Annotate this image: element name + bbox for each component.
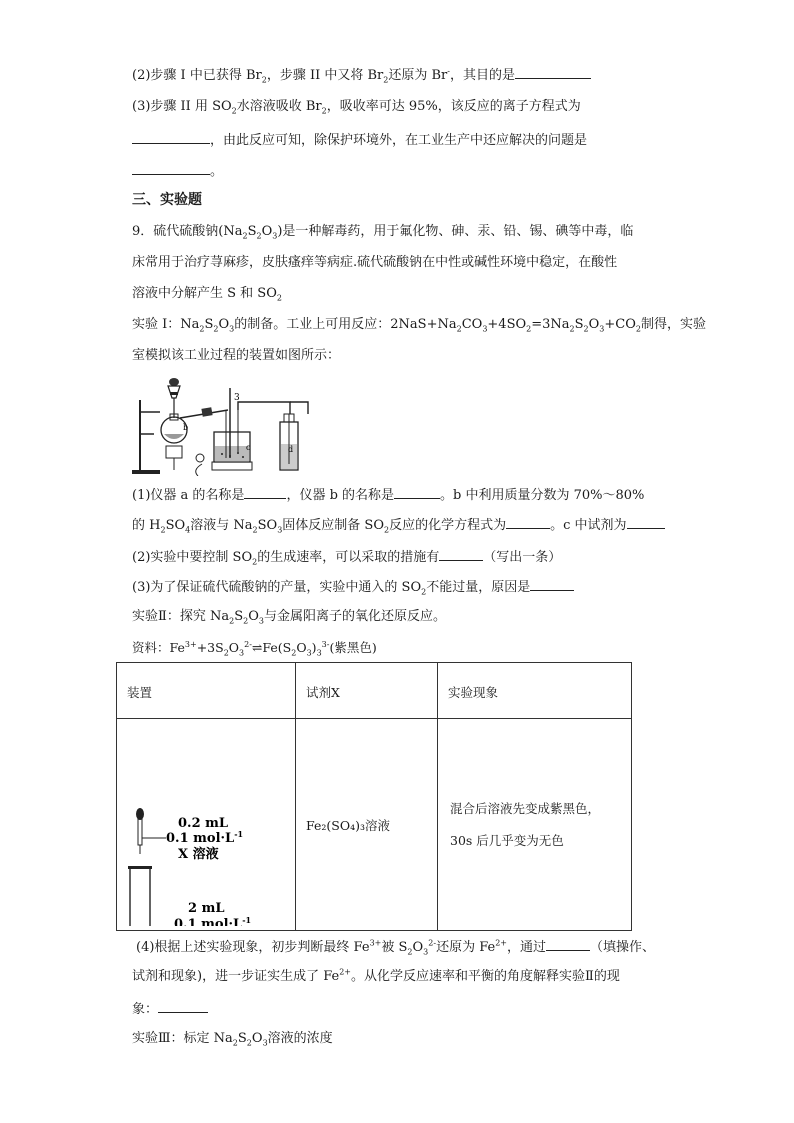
- answer-blank[interactable]: [627, 514, 665, 529]
- answer-blank[interactable]: [506, 514, 550, 529]
- answer-blank[interactable]: [394, 484, 440, 499]
- p1-line2: 的 $H_2SO_4$溶液与 $Na_2SO_3$固体反应制备 $SO_2$反应的化学方程式为 。c 中试剂为: [132, 514, 665, 536]
- exp1-line1: 实验 I：$Na_2S_2O_3$的制备。工业上可用反应：$2NaS+Na_2CO_3+4SO_2=3Na_2S_2O_3+CO_2$制得，实验: [132, 317, 706, 334]
- answer-blank[interactable]: [132, 129, 210, 144]
- q8-part3-line3: 。: [132, 160, 223, 182]
- p4-line3: 象：: [132, 998, 208, 1020]
- apparatus-cell: [117, 719, 296, 931]
- tube-volume: 2 mL: [188, 901, 225, 916]
- drop-conc: 0.1 mol·L: [166, 831, 235, 846]
- observation-line-1: 混合后溶液先变成紫黑色，: [450, 800, 601, 816]
- q8-part3-line2: ，由此反应可知，除保护环境外，在工业生产中还应解决的问题是: [132, 129, 587, 151]
- table-header-row: [117, 663, 632, 719]
- observation-cell: [438, 719, 632, 931]
- header-observation: 实验现象: [438, 663, 632, 719]
- answer-blank[interactable]: [546, 936, 590, 951]
- reference-line: 资料：$Fe^{3+}+3S_2O_3^{2-}\rightleftharpoons Fe(S_2O_3)_3^{3-}$(紫黑色): [132, 639, 377, 658]
- svg-text:0.1 mol·L-1: 0.1 $mol\cdot L^{-1}$: [166, 829, 244, 846]
- apparatus-figure: [130, 372, 320, 476]
- answer-blank[interactable]: [515, 64, 591, 79]
- tube-conc: 0.1 mol·L: [174, 917, 243, 926]
- q9-intro-line3: 溶液中分解产生 S 和 $SO_2$: [132, 286, 282, 303]
- exp2-line: 实验Ⅱ：探究 $Na_2S_2O_3$与金属阳离子的氧化还原反应。: [132, 609, 446, 626]
- answer-blank[interactable]: [244, 484, 286, 499]
- p4-line1: (4)根据上述实验现象，初步判断最终 $Fe^{3+}$被 $S_2O_3^{2-}$还原为 $Fe^{2+}$，通过 （填操作、: [136, 936, 655, 958]
- table-row: [117, 719, 632, 931]
- q8-part3-line1: (3)步骤 II 用 $SO_2$水溶液吸收 $Br_2$，吸收率可达 95%，该反应的离子方程式为: [132, 99, 581, 116]
- answer-blank[interactable]: [530, 576, 574, 591]
- q8-part2: (2)步骤 I 中已获得 $Br_2$，步骤 II 中又将 $Br_2$还原为 Br-，其目的是: [132, 64, 591, 86]
- p1-line1: (1)仪器 a 的名称是 ，仪器 b 的名称是 。b 中利用质量分数为 70%～80%: [132, 484, 644, 506]
- section-title: 三、实验题: [132, 192, 202, 208]
- drop-name: X 溶液: [178, 847, 219, 862]
- header-apparatus: 装置: [117, 663, 296, 719]
- exp1-line2: 室模拟该工业过程的装置如图所示：: [132, 348, 341, 363]
- p4-line2: 试剂和现象)，进一步证实生成了 $Fe^{2+}$。从化学反应速率和平衡的角度解释实验Ⅱ的现: [132, 967, 620, 984]
- exp3-line: 实验Ⅲ：标定 $Na_2S_2O_3$溶液的浓度: [132, 1031, 333, 1048]
- q9-intro-line1: 9．硫代硫酸钠$(Na_2S_2O_3)$是一种解毒药，用于氟化物、砷、汞、铅、锡、碘等中毒，临: [132, 224, 634, 241]
- reagent-cell: Fe₂(SO₄)₃溶液: [296, 719, 438, 931]
- label-d: d: [288, 445, 294, 454]
- answer-blank[interactable]: [439, 546, 483, 561]
- svg-text:0.1 mol·L-1: 0.1 $mol\cdot L^{-1}$: [174, 915, 251, 926]
- p2-line: (2)实验中要控制 $SO_2$的生成速率，可以采取的措施有 （写出一条）: [132, 546, 561, 568]
- header-reagent: 试剂X: [296, 663, 438, 719]
- p3-line: (3)为了保证硫代硫酸钠的产量，实验中通入的 $SO_2$不能过量，原因是: [132, 576, 574, 598]
- q9-intro-line2: 床常用于治疗荨麻疹，皮肤瘙痒等病症.硫代硫酸钠在中性或碱性环境中稳定，在酸性: [132, 255, 618, 270]
- label-3: 3: [234, 393, 240, 403]
- drop-volume: 0.2 mL: [178, 816, 229, 831]
- experiment-table: [116, 662, 632, 931]
- label-c: c: [246, 443, 251, 452]
- svg-text:b: b: [183, 423, 189, 432]
- answer-blank[interactable]: [158, 998, 208, 1013]
- test-tube-figure: [118, 720, 294, 926]
- observation-line-2: 30s 后几乎变为无色: [450, 832, 564, 848]
- answer-blank[interactable]: [132, 160, 210, 175]
